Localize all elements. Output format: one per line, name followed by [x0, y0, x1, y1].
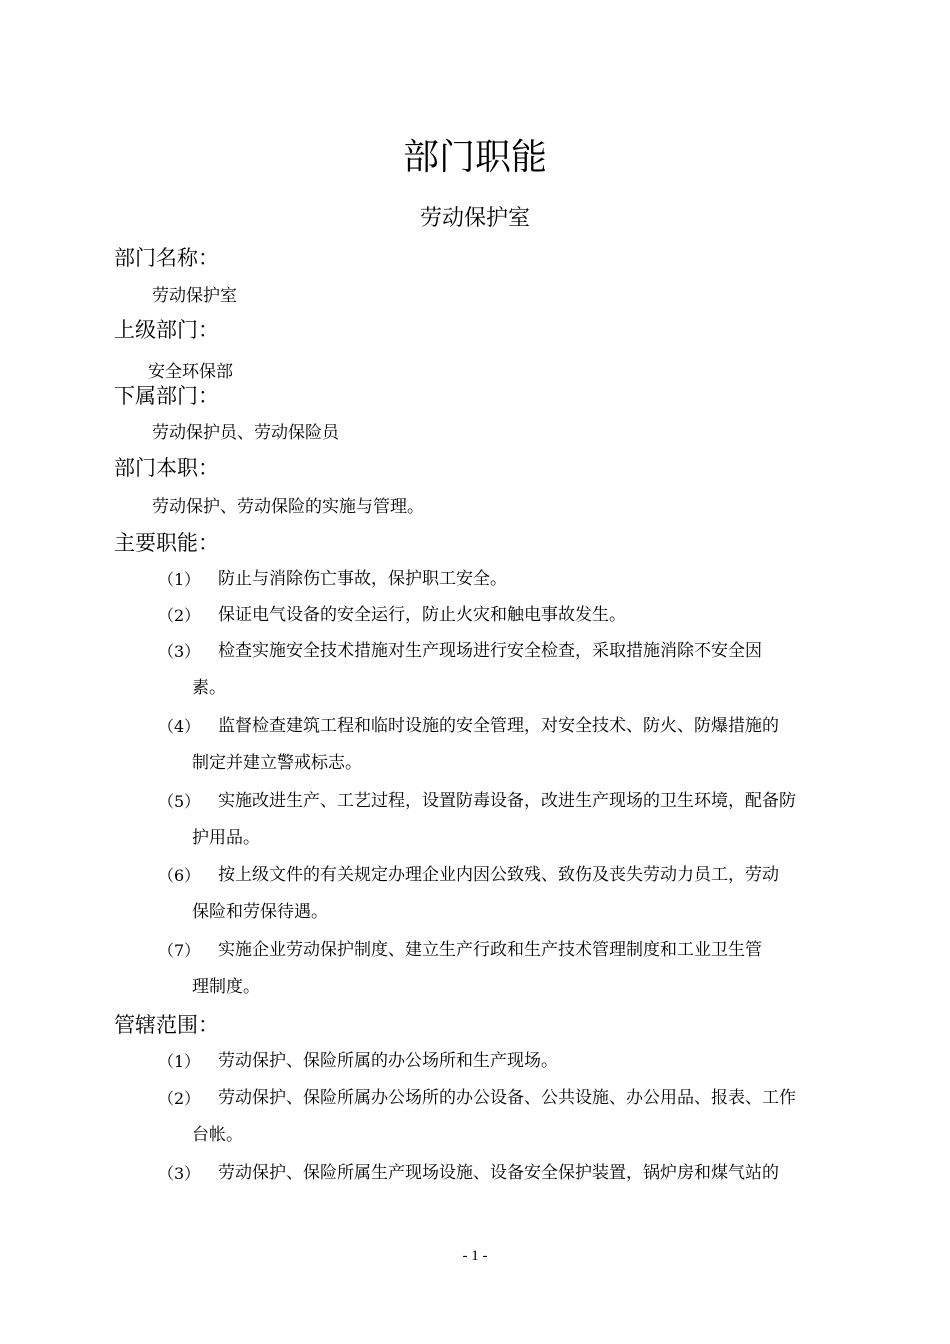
item-text: 劳动保护、保险所属办公场所的办公设备、公共设施、办公用品、报表、工作 台帐。 [192, 1088, 796, 1145]
item-number: （6） [158, 866, 201, 885]
item-text: 实施改进生产、工艺过程，设置防毒设备，改进生产现场的卫生环境，配备防 护用品。 [192, 791, 796, 848]
superior-dept-content: 安全环保部 [148, 362, 233, 382]
duty-heading: 部门本职： [114, 456, 219, 480]
page-number: - 1 - [462, 1248, 488, 1264]
item-text: 劳动保护、保险所属的办公场所和生产现场。 [218, 1051, 558, 1071]
item-number: （3） [158, 642, 201, 661]
functions-heading: 主要职能： [114, 531, 219, 555]
item-number: （2） [158, 1089, 201, 1108]
page-subtitle: 劳动保护室 [419, 206, 530, 231]
scope-heading: 管辖范围： [114, 1013, 219, 1037]
item-text: 按上级文件的有关规定办理企业内因公致残、致伤及丧失劳动力员工，劳动 保险和劳保待遇。 [192, 865, 779, 922]
item-text: 保证电气设备的安全运行，防止火灾和触电事故发生。 [218, 605, 626, 625]
item-text: 防止与消除伤亡事故，保护职工安全。 [218, 569, 507, 589]
item-number: （5） [158, 792, 201, 811]
item-text: 检查实施安全技术措施对生产现场进行安全检查，采取措施消除不安全因 素。 [192, 641, 762, 698]
item-number: （3） [158, 1164, 201, 1183]
subordinate-dept-content: 劳动保护员、劳动保险员 [152, 423, 339, 443]
item-number: （2） [158, 606, 201, 625]
item-text: 劳动保护、保险所属生产现场设施、设备安全保护装置，锅炉房和煤气站的 [218, 1163, 779, 1183]
item-number: （4） [158, 717, 201, 736]
dept-name-heading: 部门名称： [114, 246, 219, 270]
item-text: 实施企业劳动保护制度、建立生产行政和生产技术管理制度和工业卫生管 理制度。 [192, 940, 762, 997]
duty-content: 劳动保护、劳动保险的实施与管理。 [152, 497, 424, 517]
item-number: （7） [158, 941, 201, 960]
subordinate-dept-heading: 下属部门： [114, 384, 219, 408]
superior-dept-heading: 上级部门： [114, 318, 219, 342]
dept-name-content: 劳动保护室 [152, 286, 237, 306]
page-title: 部门职能 [402, 137, 547, 178]
item-number: （1） [158, 1052, 201, 1071]
item-text: 监督检查建筑工程和临时设施的安全管理，对安全技术、防火、防爆措施的 制定并建立警戒标志。 [192, 716, 779, 773]
item-number: （1） [158, 570, 201, 589]
